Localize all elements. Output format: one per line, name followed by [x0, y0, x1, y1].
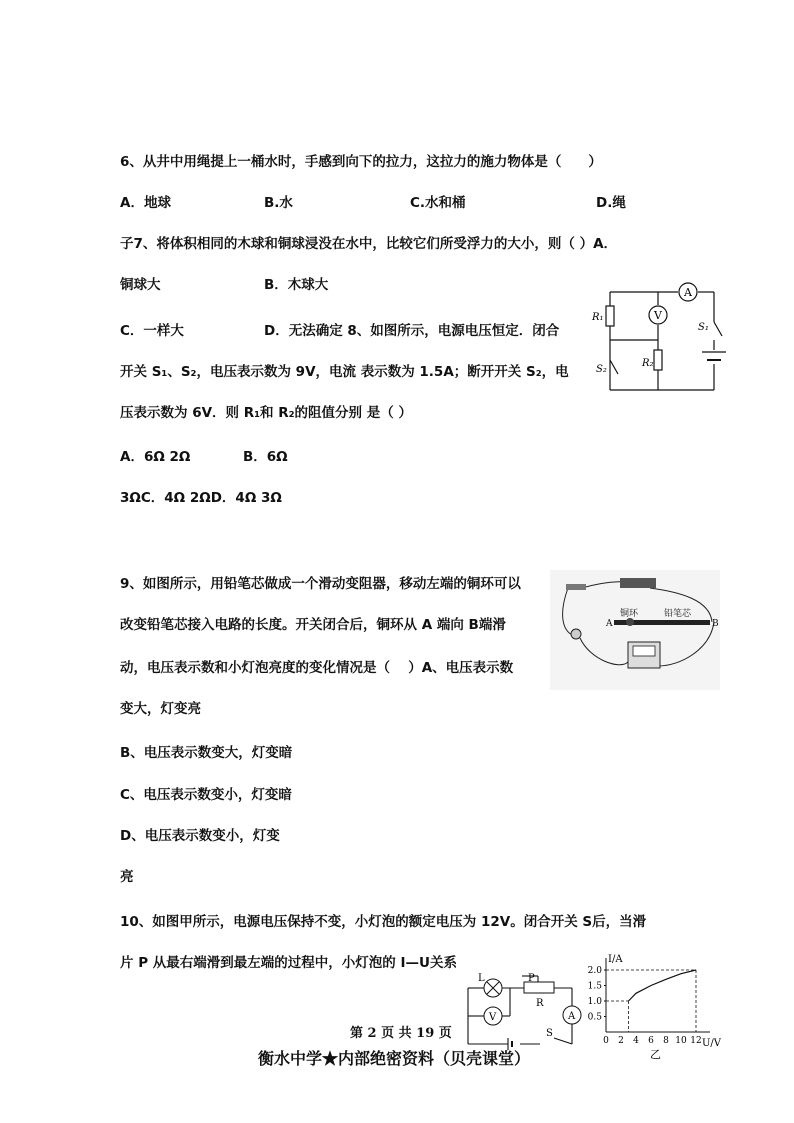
q8-option-a: A．6Ω 2Ω [120, 449, 191, 465]
q9-pencil-rheostat-photo [550, 570, 720, 690]
q9-option-b: B、电压表示数变大，灯变暗 [120, 745, 293, 761]
s2-label: S₂ [596, 364, 607, 375]
q7-option-a: 铜球大 [120, 277, 161, 293]
end-a-label: A [606, 619, 613, 629]
q8-options-cd: 3ΩC．4Ω 2ΩD．4Ω 3Ω [120, 490, 282, 506]
r2-resistor [654, 350, 662, 370]
q6-option-a: A．地球 [120, 195, 171, 211]
voltmeter-label: V [654, 309, 662, 322]
y-tick-label: 0.5 [587, 1012, 602, 1023]
y-tick-label: 1.5 [587, 981, 602, 992]
q7-option-b: B．木球大 [264, 277, 329, 293]
lamp-label: L [478, 973, 485, 984]
q7-option-c: C．一样大 [120, 323, 184, 339]
slider-p-label: P [528, 973, 535, 984]
x-tick-label: 2 [618, 1036, 624, 1046]
q9-option-c: C、电压表示数变小，灯变暗 [120, 787, 292, 803]
x-axis-label: U/V [702, 1038, 722, 1049]
q8-stem-line1: 开关 S₁、S₂，电压表示数为 9V，电流 表示数为 1.5A；断开开关 S₂，电 [120, 364, 569, 380]
q8-stem-line2: 压表示数为 6V．则 R₁和 R₂的阻值分别 是（ ） [120, 405, 412, 421]
y-tick-label: 2.0 [587, 966, 602, 976]
x-tick-label: 10 [675, 1036, 687, 1046]
x-tick-label: 4 [633, 1036, 639, 1046]
x-tick-label: 6 [648, 1036, 654, 1046]
iu-chart [587, 948, 730, 1061]
voltmeter-label: V [489, 1012, 497, 1023]
q9-stem-line1: 9、如图所示，用铅笔芯做成一个滑动变阻器，移动左端的铜环可以 [120, 576, 521, 592]
copper-ring-icon [626, 618, 634, 626]
q6-stem: 6、从井中用绳提上一桶水时，手感到向下的拉力，这拉力的施力物体是（ ） [120, 154, 602, 170]
switch-s-label: S [546, 1028, 553, 1039]
q6-option-b: B.水 [264, 195, 293, 211]
q7-option-d-q8-start: D．无法确定 8、如图所示，电源电压恒定．闭合 [264, 323, 560, 339]
q9-option-d-cont: 亮 [120, 869, 134, 885]
r1-resistor [606, 306, 614, 326]
pencil-core-label: 铅笔芯 [664, 609, 692, 619]
battery-icon [620, 578, 656, 588]
copper-ring-label: 铜环 [620, 609, 639, 619]
s1-label: S₁ [698, 322, 709, 333]
chart-caption: 乙 [650, 1048, 661, 1061]
q9-option-d: D、电压表示数变小，灯变 [120, 828, 280, 844]
q8-circuit-diagram [590, 280, 730, 400]
q10-stem-line2: 片 P 从最右端滑到最左端的过程中，小灯泡的 I—U关系 [120, 955, 457, 971]
q7-stem: 子7、将体积相同的木球和铜球浸没在水中，比较它们所受浮力的大小，则（ ）A． [120, 236, 618, 252]
q6-option-d: D.绳 [596, 195, 626, 211]
ammeter-label: A [684, 286, 692, 299]
r1-label: R₁ [592, 312, 604, 323]
q9-stem-line4: 变大，灯变亮 [120, 701, 201, 717]
footer-title: 衡水中学★内部绝密资料（贝壳课堂） [258, 1049, 531, 1068]
iu-curve [629, 970, 697, 1001]
x-tick-label: 8 [663, 1036, 669, 1046]
q6-option-c: C.水和桶 [410, 195, 466, 211]
rheostat-label: R [536, 998, 544, 1009]
y-axis-label: I/A [608, 954, 623, 965]
ammeter-label: A [568, 1011, 576, 1022]
x-tick-label: 0 [603, 1036, 609, 1046]
end-b-label: B [712, 619, 719, 629]
q9-stem-line2: 改变铅笔芯接入电路的长度。开关闭合后，铜环从 A 端向 B端滑 [120, 617, 506, 633]
page-number: 第 2 页 共 19 页 [350, 1026, 452, 1041]
q8-option-b: B．6Ω [243, 449, 288, 465]
x-tick-label: 12 [690, 1036, 702, 1046]
lamp-icon [571, 629, 581, 639]
r2-label: R₂ [642, 358, 654, 369]
q10-stem-line1: 10、如图甲所示，电源电压保持不变，小灯泡的额定电压为 12V。闭合开关 S后，当滑 [120, 914, 647, 930]
y-tick-label: 1.0 [587, 997, 602, 1007]
q9-stem-line3: 动，电压表示数和小灯泡亮度的变化情况是（ ）A、电压表示数 [120, 660, 514, 676]
switch-icon [566, 584, 586, 590]
